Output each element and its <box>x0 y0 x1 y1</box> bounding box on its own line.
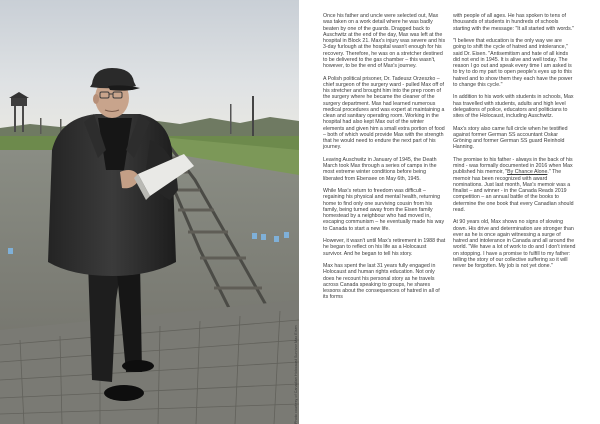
paragraph: While Max's return to freedom was difficult – regaining his physical and mental health, returning home to find only one surviving cousin from his family, being turned away from the Eisen family homestead by a neighbour who had moved in, escaping communism – he eventually made his way to Canada to start a new life. <box>323 188 445 232</box>
paragraph-memoir <box>453 157 576 213</box>
paragraph: However, it wasn't until Max's retirement in 1988 that he began to reflect on his life as a Holocaust survivor. And he began to tell his story. <box>323 238 446 257</box>
memoir-title-link[interactable]: By Chance Alone <box>507 169 548 176</box>
paragraph: Max's story also came full circle when he testified against former German SS accountant Oskar Gröning and former German SS guard Reinhold Hanning. <box>453 125 568 151</box>
paragraph: In addition to his work with students in schools, Max has travelled with students, adults and high level delegations of police, educators and politicians to sites of the Holocaust, including Auschwitz. <box>453 94 574 119</box>
article-column-2 <box>453 13 576 269</box>
paragraph: At 90 years old, Max shows no signs of slowing down. His drive and determination are stronger than ever as he is once again witnessing a surge of hatred and intolerance in Canada and all around the world. "We have a lot of work to do and I don't intend on stopping. I have a promise to fulfill to my father: telling the story of our collective suffering so it will never be forgotten. My job is not yet done." <box>453 219 576 269</box>
paragraph: "I believe that education is the only way we are going to shift the cycle of hatred and intolerance," said Dr. Eisen. "Antisemitism and hate of all kinds did not end in 1945. It is alive and well today. The reason I go out and speak every time I am asked is to try to do my part to open people's eyes up to this hatred and to show them they each have the power to change this cycle." <box>453 38 573 88</box>
photo-credit: Photo courtesy of Canadian Holocaust Survivor Max Eisen <box>294 325 298 424</box>
photo-max-eisen-at-auschwitz <box>0 0 299 424</box>
article-column-1 <box>323 13 446 301</box>
memoir-text-after: ." The memoir has been recognized with award nominations. Just last month, Max's memoir was a finalist – and winner - in the Canada Reads 2019 competition – an annual battle of the books to determine the one book that every Canadian should read. <box>453 169 574 213</box>
paragraph: Max has spent the last 31 years fully engaged in Holocaust and human rights education. Not only does he recount his personal story as he travels across Canada speaking to groups, he shares lessons about the consequences of hatred in all of its forms <box>323 263 440 301</box>
paragraph: A Polish political prisoner, Dr. Tadeusz Orzeszko – chief surgeon of the surgery ward - pulled Max off of his stretcher and brought him into the prep room of the surgery where he became the cleaner of the surgery department. Max had learned numerous medical procedures and was expert at maintaining a clean and sanitary operating room. Working in the hospital had also kept Max out of the winter elements and given him a small extra portion of food – both of which would provide Max with the strength that he would need to endure the next part of his journey. <box>323 75 445 151</box>
paragraph: Leaving Auschwitz in January of 1945, the Death March took Max through a series of camps in the most extreme winter conditions before being liberated from Ebensee on May 6th, 1945. <box>323 156 437 182</box>
paragraph: Once his father and uncle were selected out, Max was taken on a work detail where he was badly beaten by one of the guards. Dragged back to Auschwitz at the end of the day, Max was left at the hospital in Block 21. Max's injury was severe and his 3-day furlough at the hospital wasn't enough for his recovery. Therefore, he was on a stretcher destined to be delivered to the gas chamber – this wasn't, however, to be the end of Max's journey. <box>323 13 446 69</box>
memoir-text-before: The promise to his father - always in the back of his mind - was formally documented in 2016 when Max published his memoir, " <box>453 156 573 176</box>
paragraph: with people of all ages. He has spoken to tens of thousands of students in hundreds of schools starting with the message: "It all started with words." <box>453 13 575 32</box>
